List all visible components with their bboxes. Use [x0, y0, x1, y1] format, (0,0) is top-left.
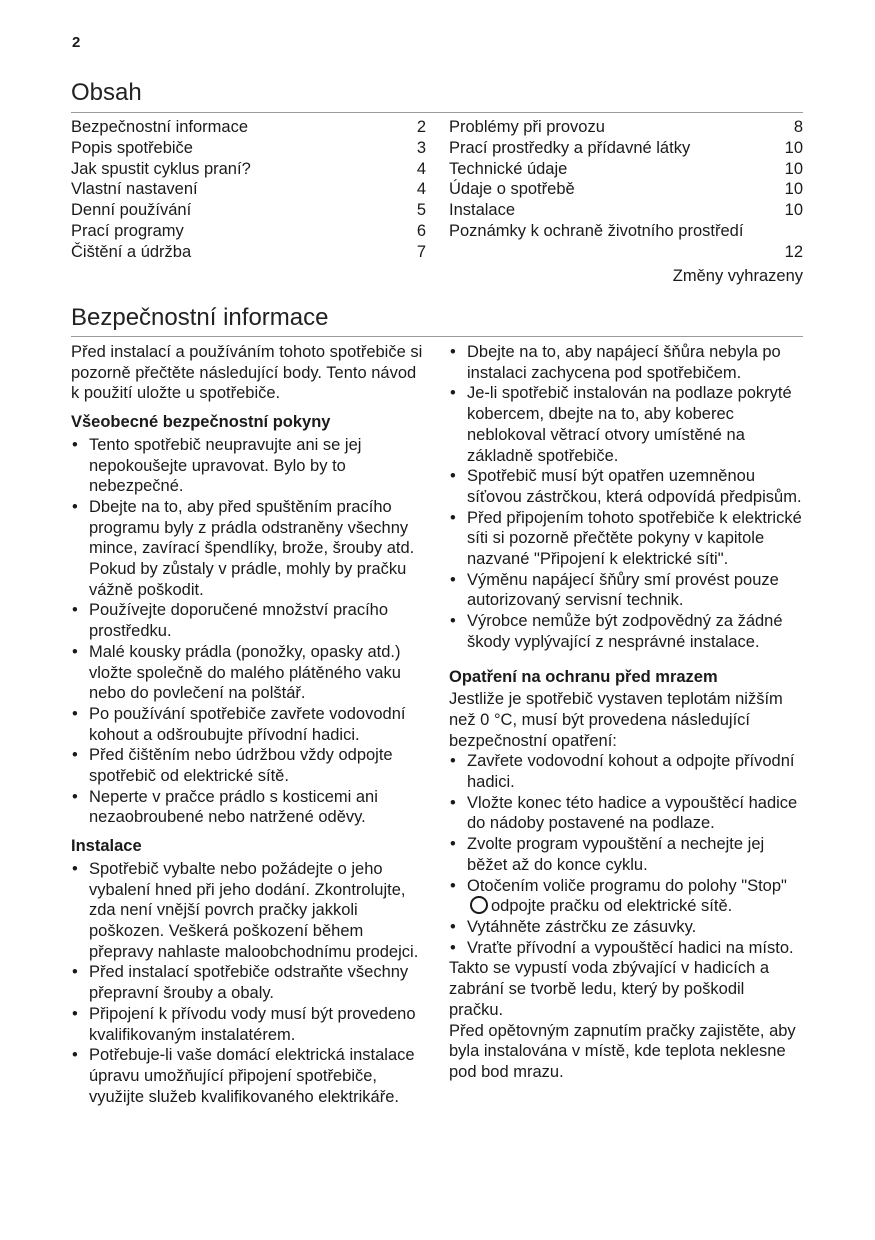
list-item: • Vraťte přívodní a vypouštěcí hadici na místo.	[449, 938, 803, 959]
list-item: • Neperte v pračce prádlo s kosticemi ani nezaobroubené nebo natržené oděvy.	[71, 787, 426, 828]
toc-entry-page: 3	[416, 138, 426, 157]
list-item: • Vložte konec této hadice a vypouštěcí hadice do nádoby postavené na podlaze.	[449, 793, 803, 834]
safety-intro: Před instalací a používáním tohoto spotřebiče si pozorně přečtěte následující body. Tento návod k použití uložte u spotřebiče.	[71, 343, 423, 403]
toc-entry-label: Denní používání	[71, 201, 192, 220]
toc-entry-page: 10	[784, 159, 803, 178]
stop-text-before: Otočením voliče programu do polohy "Stop"	[467, 876, 787, 895]
list-item: • Dbejte na to, aby před spuštěním pracího programu byly z prádla odstraněny všechny mince, zavírací špendlíky, brože, šrouby atd. Pokud by zůstaly v prádle, mohly by pračku vážně poškodit.	[71, 497, 426, 601]
toc-left-column	[71, 117, 426, 263]
toc-entry[interactable]	[71, 117, 426, 138]
toc-right-column	[449, 117, 803, 263]
toc-entry[interactable]	[449, 179, 803, 200]
toc-entry-page: 4	[416, 159, 426, 178]
frost-intro: Jestliže je spotřebič vystaven teplotám nižším než 0 °C, musí být provedena následující bezpečnostní opatření:	[449, 690, 783, 750]
list-item-stop	[449, 876, 803, 917]
stop-circle-icon	[470, 896, 488, 914]
toc-entry-label: Problémy při provozu	[449, 118, 605, 136]
frost-list	[449, 751, 803, 958]
toc-entry-label: Technické údaje	[449, 159, 568, 178]
list-item: • Výměnu napájecí šňůry smí provést pouze autorizovaný servisní technik.	[449, 570, 803, 611]
install-list	[71, 859, 426, 1107]
toc-entry-label: Prací programy	[71, 221, 184, 240]
list-item: • Před připojením tohoto spotřebiče k elektrické síti si pozorně přečtěte pokyny v kapitole nazvané "Připojení k elektrické síti".	[449, 508, 803, 570]
toc-entry[interactable]	[71, 159, 426, 180]
toc-entry-label: Popis spotřebiče	[71, 138, 193, 157]
install-heading: Instalace	[71, 837, 142, 856]
toc-entry-label: Čištění a údržba	[71, 242, 192, 261]
list-item: • Spotřebič musí být opatřen uzemněnou síťovou zástrčkou, která odpovídá předpisům.	[449, 466, 803, 507]
toc-entry-label: Prací prostředky a přídavné látky	[449, 138, 691, 157]
toc-entry-page: 6	[416, 221, 426, 240]
toc-entry-page: 10	[784, 201, 803, 220]
toc-entry[interactable]	[71, 200, 426, 221]
toc-entry-environment[interactable]	[449, 221, 803, 263]
toc-entry[interactable]	[71, 138, 426, 159]
safety-left-column	[71, 342, 426, 1107]
list-item: • Malé kousky prádla (ponožky, opasky atd.) vložte společně do malého plátěného vaku nebo do povlečení na polštář.	[71, 642, 426, 704]
changes-note: Změny vyhrazeny	[672, 267, 803, 285]
list-item: • Před čištěním nebo údržbou vždy odpojte spotřebič od elektrické sítě.	[71, 745, 426, 786]
list-item: • Před instalací spotřebiče odstraňte všechny přepravní šrouby a obaly.	[71, 962, 426, 1003]
list-item: • Je-li spotřebič instalován na podlaze pokryté kobercem, dbejte na to, aby koberec neblokoval větrací otvory umístěné na základně spotřebiče.	[449, 383, 803, 466]
general-list	[71, 435, 426, 828]
list-item: • Po používání spotřebiče zavřete vodovodní kohout a odšroubujte přívodní hadici.	[71, 704, 426, 745]
list-item: • Zavřete vodovodní kohout a odpojte přívodní hadici.	[449, 751, 803, 792]
page-number: 2	[72, 34, 81, 51]
toc-title: Obsah	[71, 79, 142, 106]
toc-entry[interactable]	[71, 221, 426, 242]
toc-entry[interactable]	[71, 242, 426, 263]
list-item: • Potřebuje-li vaše domácí elektrická instalace úpravu umožňující připojení spotřebiče, využijte služeb kvalifikovaného elektrikáře.	[71, 1045, 426, 1107]
frost-outro-2: Před opětovným zapnutím pračky zajistěte, aby byla instalována v místě, kde teplota neklesne pod bod mrazu.	[449, 1021, 796, 1081]
toc-entry-page: 10	[784, 180, 803, 199]
toc-rule	[71, 112, 803, 113]
toc-entry-page: 5	[416, 201, 426, 220]
list-item: • Vytáhněte zástrčku ze zásuvky.	[449, 917, 803, 938]
list-item: • Připojení k přívodu vody musí být provedeno kvalifikovaným instalatérem.	[71, 1004, 426, 1045]
toc-entry-label: Vlastní nastavení	[71, 180, 198, 199]
safety-title: Bezpečnostní informace	[71, 304, 329, 331]
list-item: • Zvolte program vypouštění a nechejte jej běžet až do konce cyklu.	[449, 834, 803, 875]
toc-entry-label: Bezpečnostní informace	[71, 118, 249, 136]
safety-rule	[71, 336, 803, 337]
toc-entry-page: 2	[416, 118, 426, 136]
toc-entry[interactable]	[449, 159, 803, 180]
toc-entry[interactable]	[449, 200, 803, 221]
list-item: • Spotřebič vybalte nebo požádejte o jeho vybalení hned při jeho dodání. Zkontrolujte, zda není vnější povrch pračky jakkoli poškozen. Veškerá poškození během přepravy nahlaste maloobchodnímu prodejci.	[71, 859, 426, 963]
toc-entry[interactable]	[449, 117, 803, 138]
toc-entry-page: 4	[416, 180, 426, 199]
list-item: • Dbejte na to, aby napájecí šňůra nebyla po instalaci zachycena pod spotřebičem.	[449, 342, 803, 383]
frost-heading: Opatření na ochranu před mrazem	[449, 667, 718, 686]
safety-right-column	[449, 342, 803, 1083]
toc-entry-label: Instalace	[449, 201, 516, 220]
toc-entry[interactable]	[71, 179, 426, 200]
toc-entry-page: 10	[784, 138, 803, 157]
install-list-continued	[449, 342, 803, 653]
list-item: • Tento spotřebič neupravujte ani se jej nepokoušejte upravovat. Bylo by to nebezpečné.	[71, 435, 426, 497]
frost-outro-1: Takto se vypustí voda zbývající v hadicích a zabrání se tvorbě ledu, který by poškodil pračku.	[449, 959, 770, 1019]
toc-entry-page: 7	[416, 242, 426, 261]
list-item: • Výrobce nemůže být zodpovědný za žádné škody vyplývající z nesprávné instalace.	[449, 611, 803, 652]
stop-text-after: odpojte pračku od elektrické sítě.	[491, 897, 733, 916]
toc-entry-label: Poznámky k ochraně životního prostředí	[449, 221, 744, 240]
toc-entry-page: 12	[784, 242, 803, 261]
toc-entry-label: Údaje o spotřebě	[449, 180, 575, 199]
toc-entry-label: Jak spustit cyklus praní?	[71, 159, 251, 178]
general-heading: Všeobecné bezpečnostní pokyny	[71, 413, 331, 432]
list-item: • Používejte doporučené množství pracího prostředku.	[71, 600, 426, 641]
toc-entry-page: 8	[793, 118, 803, 136]
toc-entry[interactable]	[449, 138, 803, 159]
